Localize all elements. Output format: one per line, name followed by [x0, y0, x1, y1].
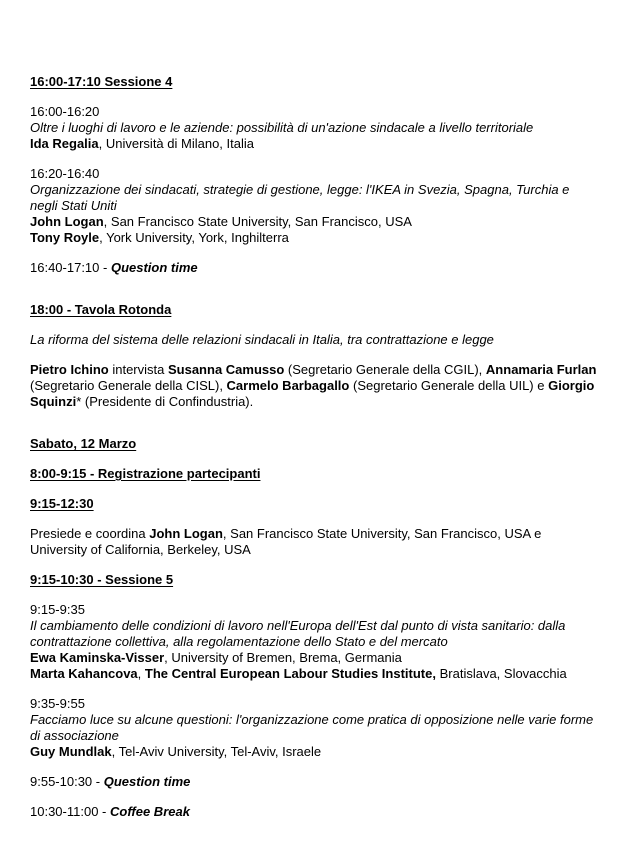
text-run: 16:00-16:20 — [30, 104, 100, 119]
tavola-rotonda-panel — [30, 362, 624, 410]
text-run: Guy Mundlak — [30, 744, 112, 759]
text-run: The Central European Labour Studies Institute, — [144, 666, 436, 681]
text-run: Annamaria Furlan — [485, 362, 597, 377]
question-time-9-55 — [30, 774, 624, 790]
text-run: , Università di Milano, Italia — [98, 136, 254, 151]
text-run: Squinzi — [30, 394, 77, 409]
text-run: Presiede e coordina — [30, 526, 150, 541]
heading-text: 9:15-12:30 — [30, 496, 94, 511]
text-run: * (Presidente di Confindustria). — [76, 394, 254, 409]
text-run: Tony Royle — [30, 230, 100, 245]
talk-9-35 — [30, 696, 624, 760]
text-run: La riforma del sistema delle relazioni sindacali in Italia, tra contrattazione e legge — [30, 332, 494, 347]
session-4-heading — [30, 74, 624, 90]
heading-text: 8:00-9:15 - Registrazione partecipanti — [30, 466, 261, 481]
text-run: Giorgio — [548, 378, 595, 393]
text-run: Organizzazione dei sindacati, strategie di gestione, legge: l'IKEA in Svezia, Spagna, Turchia e — [30, 182, 570, 197]
heading-text: 16:00-17:10 Sessione 4 — [30, 74, 173, 89]
text-run: intervista — [108, 362, 168, 377]
text-run: contrattazione collettiva, alla regolamentazione dello Stato e del mercato — [30, 634, 448, 649]
session-chair — [30, 526, 624, 558]
text-run: (Segretario Generale della CISL), — [30, 378, 227, 393]
session-5-heading — [30, 572, 624, 588]
text-run: 16:40-17:10 - — [30, 260, 111, 275]
talk-16-00 — [30, 104, 624, 152]
text-run: Susanna Camusso — [167, 362, 285, 377]
text-run: , — [137, 666, 145, 681]
text-run: , York University, York, Inghilterra — [99, 230, 289, 245]
text-run: University of California, Berkeley, USA — [30, 542, 251, 557]
text-run: Carmelo Barbagallo — [226, 378, 350, 393]
talk-9-15 — [30, 602, 624, 682]
heading-text: Sabato, 12 Marzo — [30, 436, 137, 451]
text-run: John Logan — [149, 526, 223, 541]
morning-block-heading — [30, 496, 624, 512]
heading-text: 18:00 - Tavola Rotonda — [30, 302, 172, 317]
text-run: , San Francisco State University, San Francisco, USA e — [222, 526, 542, 541]
registration-heading — [30, 466, 624, 482]
text-run: Pietro Ichino — [30, 362, 109, 377]
text-run: 10:30-11:00 - — [30, 804, 110, 819]
text-run: (Segretario Generale della UIL) e — [349, 378, 549, 393]
text-run: Question time — [103, 774, 191, 789]
text-run: 9:35-9:55 — [30, 696, 85, 711]
tavola-rotonda-title — [30, 332, 624, 348]
text-run: , San Francisco State University, San Francisco, USA — [103, 214, 412, 229]
text-run: negli Stati Uniti — [30, 198, 117, 213]
text-run: John Logan — [30, 214, 104, 229]
text-run: 9:15-9:35 — [30, 602, 85, 617]
text-run: Bratislava, Slovacchia — [435, 666, 567, 681]
text-run: Ida Regalia — [30, 136, 99, 151]
text-run: Facciamo luce su alcune questioni: l'organizzazione come pratica di opposizione nelle varie forme — [30, 712, 594, 727]
coffee-break — [30, 804, 624, 820]
text-run: Coffee Break — [109, 804, 190, 819]
text-run: di associazione — [30, 728, 119, 743]
heading-text: 9:15-10:30 - Sessione 5 — [30, 572, 174, 587]
question-time-16-40 — [30, 260, 624, 276]
saturday-heading — [30, 436, 624, 452]
text-run: (Segretario Generale della CGIL), — [284, 362, 486, 377]
tavola-rotonda-heading — [30, 302, 624, 318]
text-run: , Tel-Aviv University, Tel-Aviv, Israele — [111, 744, 322, 759]
talk-16-20 — [30, 166, 624, 246]
text-run: 9:55-10:30 - — [30, 774, 104, 789]
text-run: 16:20-16:40 — [30, 166, 100, 181]
text-run: Ewa Kaminska-Visser — [30, 650, 165, 665]
text-run: , University of Bremen, Brema, Germania — [164, 650, 402, 665]
text-run: Marta Kahancova — [30, 666, 138, 681]
text-run: Oltre i luoghi di lavoro e le aziende: possibilità di un'azione sindacale a livello territoriale — [30, 120, 534, 135]
text-run: Question time — [110, 260, 198, 275]
text-run: Il cambiamento delle condizioni di lavoro nell'Europa dell'Est dal punto di vista sanitario: dalla — [30, 618, 566, 633]
